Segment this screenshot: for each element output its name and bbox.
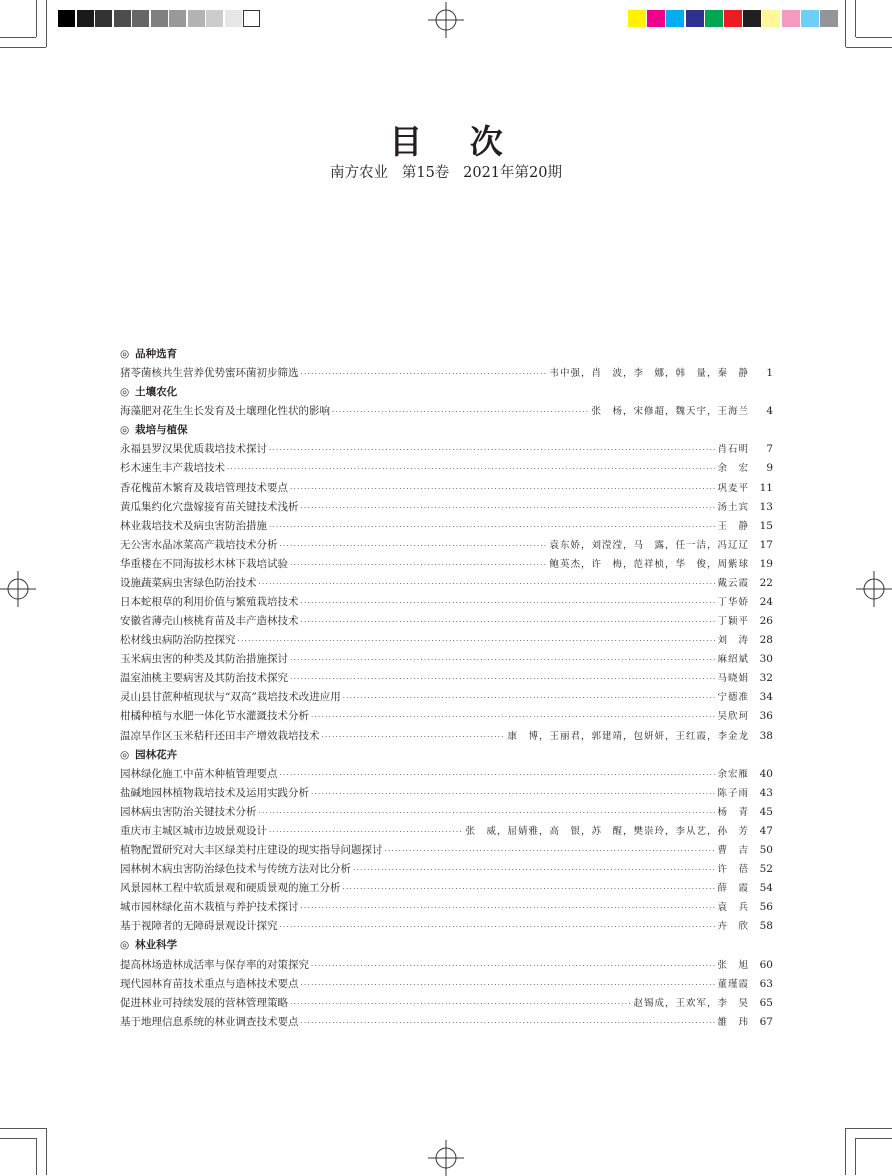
toc-entry[interactable]: [120, 612, 773, 631]
crop-mark-bottom-right-v2: [845, 1128, 846, 1175]
dot-leader: [301, 499, 716, 518]
entry-page-number: 17: [759, 538, 773, 551]
toc-entry[interactable]: [120, 536, 773, 555]
crop-mark-top-left-v2: [46, 0, 47, 47]
entry-title: 玉米病虫害的种类及其防治措施探讨: [120, 653, 288, 666]
color-swatch: [801, 10, 819, 27]
entry-page-number: 7: [766, 443, 773, 456]
registration-mark-left: [0, 571, 36, 607]
entry-authors: 袁东娇，刘滢滢，马 露，任一洁，冯辽辽: [549, 539, 749, 551]
entry-authors: 余 宏: [717, 463, 749, 475]
entry-title: 城市园林绿化苗木栽植与养护技术探讨: [120, 901, 299, 914]
entry-authors: 戴云霞: [717, 577, 749, 589]
entry-authors: 巩麦平: [717, 482, 749, 494]
entry-authors: 赵锡成，王欢军，李 昊: [633, 997, 749, 1009]
crop-mark-bottom-left-h2: [0, 1128, 46, 1129]
entry-page-number: 50: [759, 844, 773, 857]
dot-leader: [269, 441, 715, 460]
dot-leader: [238, 632, 716, 651]
entry-page-number: 45: [759, 805, 773, 818]
entry-page-number: 54: [759, 882, 773, 895]
dot-leader: [290, 480, 715, 499]
entry-title: 安徽省薄壳山核桃育苗及丰产造林技术: [120, 615, 299, 628]
entry-authors: 杨 青: [717, 806, 749, 818]
entry-authors: 许 蓓: [717, 864, 749, 876]
toc-entry[interactable]: [120, 898, 773, 917]
entry-page-number: 56: [759, 901, 773, 914]
dot-leader: [385, 842, 716, 861]
dot-leader: [343, 880, 716, 899]
section-title: 土壤农化: [135, 386, 178, 399]
crop-mark-bottom-right-h: [856, 1138, 892, 1139]
toc-section-heading: [120, 936, 773, 955]
entry-page-number: 4: [766, 405, 773, 418]
entry-page-number: 60: [759, 958, 773, 971]
entry-title: 促进林业可持续发展的营林管理策略: [120, 996, 288, 1009]
toc-entry[interactable]: [120, 402, 773, 421]
registration-mark-right: [856, 571, 892, 607]
entry-page-number: 19: [759, 557, 773, 570]
entry-page-number: 32: [759, 672, 773, 685]
crop-mark-bottom-right-h2: [846, 1128, 892, 1129]
entry-title: 设施蔬菜病虫害绿色防治技术: [120, 576, 257, 589]
toc-entry[interactable]: [120, 784, 773, 803]
table-of-contents: [120, 345, 773, 1032]
gray-swatch: [225, 10, 242, 27]
toc-entry[interactable]: [120, 879, 773, 898]
color-swatch: [724, 10, 742, 27]
dot-leader: [301, 976, 716, 995]
entry-authors: 韦中强，肖 波，李 娜，韩 量，秦 静: [549, 368, 749, 380]
entry-title: 基于地理信息系统的林业调查技术要点: [120, 1015, 299, 1028]
toc-entry[interactable]: [120, 669, 773, 688]
crop-mark-top-right-v2: [845, 0, 846, 47]
entry-page-number: 38: [759, 729, 773, 742]
toc-entry[interactable]: [120, 975, 773, 994]
dot-leader: [269, 518, 715, 537]
entry-title: 黄瓜集约化穴盘嫁接育苗关键技术浅析: [120, 500, 299, 513]
section-title: 栽培与植保: [135, 424, 188, 437]
registration-mark-top: [428, 2, 464, 38]
entry-title: 温凉旱作区玉米秸秆还田丰产增效栽培技术: [120, 729, 320, 742]
dot-leader: [301, 613, 716, 632]
entry-page-number: 11: [759, 481, 773, 494]
entry-title: 日本蛇根草的利用价值与繁殖栽培技术: [120, 596, 299, 609]
dot-leader: [227, 460, 715, 479]
toc-section-heading: [120, 345, 773, 364]
entry-authors: 薛 霞: [717, 883, 749, 895]
gray-swatch: [95, 10, 112, 27]
gray-swatch: [132, 10, 149, 27]
entry-authors: 丁华娇: [717, 597, 749, 609]
toc-entry[interactable]: [120, 765, 773, 784]
entry-title: 温室油桃主要病害及其防治技术探究: [120, 672, 288, 685]
entry-title: 杉木速生丰产栽培技术: [120, 462, 225, 475]
crop-mark-top-right-h2: [846, 47, 892, 48]
dot-leader: [301, 594, 716, 613]
dot-leader: [290, 556, 547, 575]
entry-page-number: 67: [759, 1015, 773, 1028]
gray-swatch: [188, 10, 205, 27]
color-swatch: [666, 10, 684, 27]
entry-page-number: 30: [759, 653, 773, 666]
entry-page-number: 9: [766, 462, 773, 475]
dot-leader: [332, 403, 589, 422]
entry-title: 永福县罗汉果优质栽培技术探讨: [120, 443, 267, 456]
crop-mark-top-left-v: [36, 0, 37, 37]
entry-authors: 麻绍斌: [717, 654, 749, 666]
entry-authors: 康 博，王丽君，郭建靖，包妍妍，王红霞，李金龙: [507, 730, 749, 742]
entry-page-number: 58: [759, 920, 773, 933]
entry-authors: 张 旭: [717, 959, 749, 971]
dot-leader: [301, 899, 716, 918]
entry-authors: 宁德准: [717, 692, 749, 704]
entry-title: 猪苓菌核共生营养优势蜜环菌初步筛选: [120, 367, 299, 380]
toc-section-heading: [120, 746, 773, 765]
color-swatch: [647, 10, 665, 27]
crop-mark-top-right-h: [856, 37, 892, 38]
entry-title: 盐碱地园林植物栽培技术及运用实践分析: [120, 786, 309, 799]
color-swatch: [762, 10, 780, 27]
color-swatch: [743, 10, 761, 27]
gray-swatch: [206, 10, 223, 27]
dot-leader: [311, 785, 715, 804]
section-bullet-icon: ◎: [120, 386, 130, 399]
entry-page-number: 40: [759, 767, 773, 780]
toc-entry[interactable]: [120, 841, 773, 860]
dot-leader: [322, 728, 506, 747]
section-title: 品种选育: [135, 348, 178, 360]
entry-title: 松材线虫病防治防控探究: [120, 634, 236, 647]
toc-entry[interactable]: [120, 650, 773, 669]
entry-authors: 丁颖平: [717, 616, 749, 628]
dot-leader: [290, 670, 715, 689]
gray-swatch: [169, 10, 186, 27]
toc-entry[interactable]: [120, 822, 773, 841]
toc-entry[interactable]: [120, 498, 773, 517]
toc-entry[interactable]: [120, 555, 773, 574]
toc-entry[interactable]: [120, 917, 773, 936]
entry-authors: 董瑾霞: [717, 978, 749, 990]
journal-issue-line: 南方农业 第15卷 2021年第20期: [330, 165, 562, 181]
entry-page-number: 63: [759, 977, 773, 990]
toc-entry[interactable]: [120, 593, 773, 612]
gray-swatch: [151, 10, 168, 27]
entry-authors: 肖石明: [717, 444, 749, 456]
gray-swatch: [58, 10, 75, 27]
section-bullet-icon: ◎: [120, 424, 130, 437]
entry-title: 园林绿化施工中苗木种植管理要点: [120, 767, 278, 780]
entry-page-number: 65: [759, 996, 773, 1009]
dot-leader: [259, 804, 716, 823]
dot-leader: [311, 708, 715, 727]
gray-swatch: [243, 10, 260, 27]
entry-authors: 卉 欣: [717, 921, 749, 933]
toc-entry[interactable]: [120, 631, 773, 650]
registration-mark-bottom: [428, 1140, 464, 1176]
entry-authors: 张 威，屈婧雅，高 银，苏 醒，樊崇玲，李从艺，孙 芳: [465, 825, 749, 837]
entry-title: 园林树木病虫害防治绿色技术与传统方法对比分析: [120, 863, 351, 876]
toc-entry[interactable]: [120, 688, 773, 707]
crop-mark-top-left-h2: [0, 47, 46, 48]
dot-leader: [280, 918, 716, 937]
entry-title: 华重楼在不同海拔杉木林下栽培试验: [120, 557, 288, 570]
toc-entry[interactable]: [120, 803, 773, 822]
entry-title: 海藻肥对花生生长发育及土壤理化性状的影响: [120, 405, 330, 418]
section-bullet-icon: ◎: [120, 348, 130, 360]
entry-page-number: 24: [759, 596, 773, 609]
entry-title: 重庆市主城区城市边坡景观设计: [120, 824, 267, 837]
entry-page-number: 15: [759, 519, 773, 532]
color-swatch: [820, 10, 838, 27]
entry-title: 植物配置研究对大丰区绿美村庄建设的现实指导问题探讨: [120, 844, 383, 857]
entry-title: 柑橘种植与水肥一体化节水灌溉技术分析: [120, 710, 309, 723]
entry-authors: 汤土宾: [717, 501, 749, 513]
entry-page-number: 22: [759, 576, 773, 589]
entry-authors: 张 杨，宋修超，魏天宇，王海兰: [591, 406, 749, 418]
toc-entry[interactable]: [120, 459, 773, 478]
page-title: 目 次: [389, 122, 521, 161]
toc-entry[interactable]: [120, 727, 773, 746]
entry-page-number: 1: [766, 367, 773, 380]
toc-entry[interactable]: [120, 440, 773, 459]
entry-title: 灵山县甘蔗种植现状与“双高”栽培技术改进应用: [120, 691, 341, 704]
toc-entry[interactable]: [120, 956, 773, 975]
dot-leader: [301, 1014, 716, 1033]
toc-entry[interactable]: [120, 574, 773, 593]
section-bullet-icon: ◎: [120, 748, 130, 761]
dot-leader: [290, 651, 715, 670]
entry-title: 林业栽培技术及病虫害防治措施: [120, 519, 267, 532]
entry-authors: 曹 吉: [717, 845, 749, 857]
entry-page-number: 47: [759, 824, 773, 837]
entry-page-number: 13: [759, 500, 773, 513]
dot-leader: [280, 766, 716, 785]
entry-authors: 鲍英杰，许 梅，范祥桢，华 俊，周紫球: [549, 558, 749, 570]
entry-authors: 陈子雨: [717, 787, 749, 799]
color-swatch: [782, 10, 800, 27]
toc-section-heading: [120, 383, 773, 402]
crop-mark-top-right-v: [855, 0, 856, 37]
entry-authors: 袁 兵: [717, 902, 749, 914]
crop-mark-bottom-left-h: [0, 1138, 36, 1139]
toc-entry[interactable]: [120, 994, 773, 1013]
entry-title: 香花槐苗木繁育及栽培管理技术要点: [120, 481, 288, 494]
entry-page-number: 43: [759, 786, 773, 799]
entry-title: 园林病虫害防治关键技术分析: [120, 805, 257, 818]
toc-entry[interactable]: [120, 517, 773, 536]
color-swatch: [628, 10, 646, 27]
entry-title: 提高林场造林成活率与保存率的对策探究: [120, 958, 309, 971]
toc-entry[interactable]: [120, 860, 773, 879]
toc-entry[interactable]: [120, 364, 773, 383]
entry-title: 现代园林育苗技术重点与造林技术要点: [120, 977, 299, 990]
gray-swatch: [114, 10, 131, 27]
entry-title: 无公害水晶冰菜高产栽培技术分析: [120, 538, 278, 551]
dot-leader: [301, 365, 548, 384]
gray-swatch: [77, 10, 94, 27]
color-swatch: [686, 10, 704, 27]
crop-mark-top-left-h: [0, 37, 36, 38]
section-bullet-icon: ◎: [120, 939, 130, 952]
section-title: 园林花卉: [135, 748, 178, 761]
toc-entry[interactable]: [120, 479, 773, 498]
toc-entry[interactable]: [120, 707, 773, 726]
dot-leader: [343, 689, 716, 708]
color-swatch: [705, 10, 723, 27]
crop-mark-bottom-left-v: [36, 1138, 37, 1175]
crop-mark-bottom-left-v2: [46, 1128, 47, 1175]
entry-title: 基于视障者的无障碍景观设计探究: [120, 920, 278, 933]
entry-authors: 马晓娟: [717, 673, 749, 685]
dot-leader: [290, 995, 631, 1014]
entry-title: 风景园林工程中软质景观和硬质景观的施工分析: [120, 882, 341, 895]
dot-leader: [353, 861, 715, 880]
entry-page-number: 28: [759, 634, 773, 647]
entry-authors: 王 静: [717, 520, 749, 532]
toc-entry[interactable]: [120, 1013, 773, 1032]
dot-leader: [259, 575, 716, 594]
entry-page-number: 34: [759, 691, 773, 704]
entry-page-number: 36: [759, 710, 773, 723]
dot-leader: [280, 537, 548, 556]
toc-section-heading: [120, 421, 773, 440]
entry-page-number: 52: [759, 863, 773, 876]
dot-leader: [311, 957, 715, 976]
section-title: 林业科学: [135, 939, 178, 952]
entry-authors: 刘 涛: [717, 635, 749, 647]
entry-authors: 雒 玮: [717, 1016, 749, 1028]
entry-authors: 余宏雁: [717, 768, 749, 780]
entry-page-number: 26: [759, 615, 773, 628]
crop-mark-bottom-right-v: [855, 1138, 856, 1175]
dot-leader: [269, 823, 463, 842]
entry-authors: 吴欣珂: [717, 711, 749, 723]
